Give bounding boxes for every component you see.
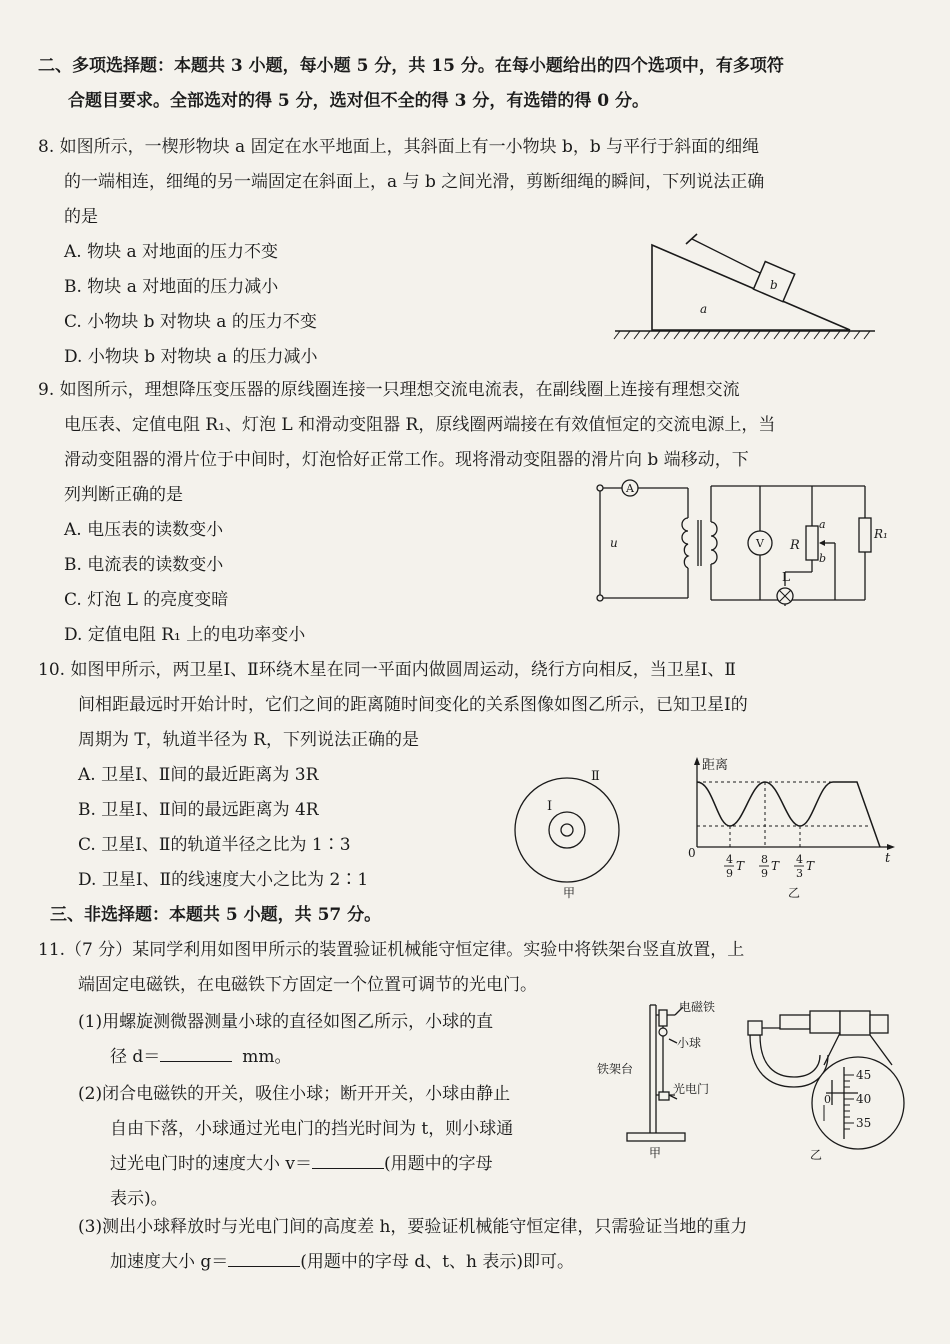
svg-text:T: T xyxy=(806,859,815,873)
y-arrow xyxy=(694,757,700,765)
q8-option-c: C. 小物块 b 对物块 a 的压力不变 xyxy=(64,312,317,332)
q8-option-a: A. 物块 a 对地面的压力不变 xyxy=(64,242,279,262)
label-a: a xyxy=(819,518,826,531)
scale-45: 45 xyxy=(856,1068,872,1082)
gate-label: 光电门 xyxy=(673,1082,710,1096)
q8-wedge-figure xyxy=(610,225,880,345)
scale-40: 40 xyxy=(856,1092,872,1106)
q9-stem-line2: 电压表、定值电阻 R₁、灯泡 L 和滑动变阻器 R，原线圈两端接在有效值恒定的交流电源上，当 xyxy=(64,415,776,435)
scale-0: 0 xyxy=(824,1093,831,1106)
section2-header-line2: 合题目要求。全部选对的得 5 分，选对但不全的得 3 分，有选错的得 0 分。 xyxy=(68,91,649,111)
tick3-label xyxy=(794,853,815,880)
y-label: 距离 xyxy=(702,758,729,773)
svg-text:8: 8 xyxy=(761,853,768,866)
caption-yi: 乙 xyxy=(810,1148,823,1162)
q10-option-b: B. 卫星Ⅰ、Ⅱ间的最远距离为 4R xyxy=(78,800,319,820)
label-b: b xyxy=(770,278,778,292)
caption-jia: 甲 xyxy=(649,1146,662,1160)
q9-stem-line3: 滑动变阻器的滑片位于中间时，灯泡恰好正常工作。现将滑动变阻器的滑片向 b 端移动，下 xyxy=(64,450,749,470)
label-b: b xyxy=(819,552,827,565)
jupiter xyxy=(561,824,573,836)
q11-part2-line1: (2)闭合电磁铁的开关，吸住小球；断开开关，小球由静止 xyxy=(78,1084,511,1104)
q9-stem-line1: 9. 如图所示，理想降压变压器的原线圈连接一只理想交流电流表，在副线圈上连接有理想交流 xyxy=(38,380,740,400)
q9-option-c: C. 灯泡 L 的亮度变暗 xyxy=(64,590,229,610)
q9-option-b: B. 电流表的读数变小 xyxy=(64,555,224,575)
origin-label: 0 xyxy=(688,846,696,860)
sat1-label: Ⅰ xyxy=(547,799,553,814)
q10-stem-line3: 周期为 T，轨道半径为 R，下列说法正确的是 xyxy=(78,730,419,750)
q11-stem-line2: 端固定电磁铁，在电磁铁下方固定一个位置可调节的光电门。 xyxy=(78,975,537,995)
svg-text:9: 9 xyxy=(726,867,733,880)
svg-text:4: 4 xyxy=(796,853,803,866)
q11-part2-line2: 自由下落，小球通过光电门的挡光时间为 t，则小球通 xyxy=(110,1119,514,1139)
q10-option-c: C. 卫星Ⅰ、Ⅱ的轨道半径之比为 1∶3 xyxy=(78,835,351,855)
q8-option-b: B. 物块 a 对地面的压力减小 xyxy=(64,277,279,297)
q10-orbit-figure xyxy=(505,760,635,900)
q9-option-d: D. 定值电阻 R₁ 上的电功率变小 xyxy=(64,625,306,645)
q10-stem-line1: 10. 如图甲所示，两卫星Ⅰ、Ⅱ环绕木星在同一平面内做圆周运动，绕行方向相反，当卫星Ⅰ、Ⅱ xyxy=(38,660,736,680)
slider-arrow xyxy=(819,540,825,546)
answer-blank-g[interactable] xyxy=(228,1266,300,1267)
scale-35: 35 xyxy=(856,1116,872,1130)
label-l: L xyxy=(782,570,790,584)
wedge-a xyxy=(652,245,850,330)
svg-text:4: 4 xyxy=(726,853,733,866)
q8-stem-line2: 的一端相连，细绳的另一端固定在斜面上，a 与 b 之间光滑，剪断细绳的瞬间，下列说法正确 xyxy=(64,172,765,192)
q8-stem-line1: 8. 如图所示，一楔形物块 a 固定在水平地面上，其斜面上有一小物块 b，b 与平行于斜面的细绳 xyxy=(38,137,760,157)
q8-stem-line3: 的是 xyxy=(64,207,98,227)
rope-anchor xyxy=(686,234,697,244)
orbit-1 xyxy=(549,812,585,848)
answer-blank-v[interactable] xyxy=(312,1168,384,1169)
q10-option-a: A. 卫星Ⅰ、Ⅱ间的最近距离为 3R xyxy=(78,765,319,785)
q9-stem-line4: 列判断正确的是 xyxy=(64,485,183,505)
svg-text:9: 9 xyxy=(761,867,768,880)
q11-part1-line1: (1)用螺旋测微器测量小球的直径如图乙所示，小球的直 xyxy=(78,1012,494,1032)
q11-part2-line3: 过光电门时的速度大小 v＝ (用题中的字母 xyxy=(110,1154,493,1174)
x-label: t xyxy=(885,851,891,866)
q11-part3-line1: (3)测出小球释放时与光电门间的高度差 h，要验证机械能守恒定律，只需验证当地的重力 xyxy=(78,1217,748,1237)
q9-option-a: A. 电压表的读数变小 xyxy=(64,520,224,540)
svg-text:T: T xyxy=(771,859,780,873)
label-u: u xyxy=(610,536,618,550)
ball xyxy=(659,1028,667,1036)
svg-text:T: T xyxy=(736,859,745,873)
svg-text:3: 3 xyxy=(796,867,803,880)
sat2-label: Ⅱ xyxy=(591,769,600,784)
q10-option-d: D. 卫星Ⅰ、Ⅱ的线速度大小之比为 2∶1 xyxy=(78,870,369,890)
label-a: a xyxy=(700,302,708,316)
tick1-label xyxy=(724,853,745,880)
voltmeter-label: V xyxy=(756,537,764,550)
ammeter-label: A xyxy=(626,482,634,495)
q9-circuit-figure xyxy=(590,470,900,610)
answer-blank-d[interactable] xyxy=(160,1061,232,1062)
distance-curve xyxy=(697,782,880,847)
x-arrow xyxy=(887,844,895,850)
lamp-l xyxy=(777,588,793,604)
magnet-label: 电磁铁 xyxy=(679,1000,716,1014)
q10-distance-graph xyxy=(685,752,900,902)
section2-header-line1: 二、多项选择题：本题共 3 小题，每小题 5 分，共 15 分。在每小题给出的四个选项中，有多项符 xyxy=(38,56,784,76)
q11-micrometer-figure xyxy=(740,995,915,1165)
q11-stand-figure xyxy=(595,995,745,1160)
tick2-label xyxy=(759,853,780,880)
q11-part3-line2: 加速度大小 g＝ (用题中的字母 d、t、h 表示)即可。 xyxy=(110,1252,575,1272)
ground-hatch xyxy=(614,331,870,339)
q11-part1-line2: 径 d＝ mm。 xyxy=(110,1047,292,1067)
stand-label: 铁架台 xyxy=(597,1062,634,1076)
q10-stem-line2: 间相距最远时开始计时，它们之间的距离随时间变化的关系图像如图乙所示，已知卫星Ⅰ的 xyxy=(78,695,748,715)
q11-part2-line4: 表示)。 xyxy=(110,1189,168,1209)
label-r: R xyxy=(790,538,800,553)
section3-header: 三、非选择题：本题共 5 小题，共 57 分。 xyxy=(50,905,382,925)
label-r1: R₁ xyxy=(874,527,888,541)
q8-option-d: D. 小物块 b 对物块 a 的压力减小 xyxy=(64,347,318,367)
q11-stem-line1: 11.（7 分）某同学利用如图甲所示的装置验证机械能守恒定律。实验中将铁架台竖直放置，上 xyxy=(38,940,745,960)
ball-label: 小球 xyxy=(677,1036,702,1050)
caption-jia: 甲 xyxy=(563,886,576,900)
caption-yi: 乙 xyxy=(788,886,801,900)
orbit-2 xyxy=(515,778,619,882)
rope xyxy=(692,239,760,273)
